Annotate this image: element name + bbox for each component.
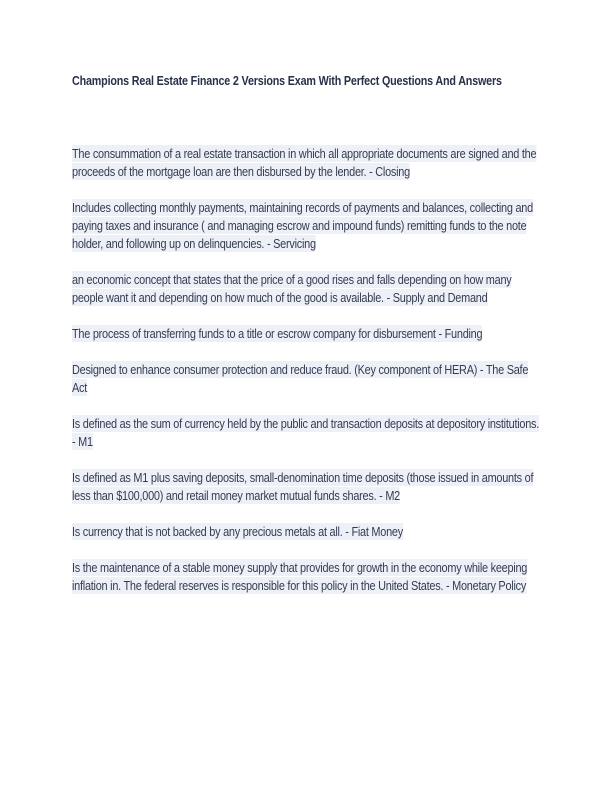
qa-entry	[72, 325, 542, 343]
qa-entry-text: The process of transferring funds to a title or escrow company for disbursement - Funding	[72, 326, 483, 341]
qa-entry-text: Includes collecting monthly payments, maintaining records of payments and balances, collecting and paying taxes and insurance ( and managing escrow and impound funds) remitting funds to the note holder, and following up on delinquencies. - Servicing	[72, 200, 533, 251]
qa-entry	[72, 199, 542, 253]
document-title: Champions Real Estate Finance 2 Versions Exam With Perfect Questions And Answers	[72, 74, 502, 88]
qa-entry	[72, 361, 542, 397]
qa-entry-text: Is defined as M1 plus saving deposits, small-denomination time deposits (those issued in amounts of less than $100,000) and retail money market mutual funds shares. - M2	[72, 470, 534, 503]
qa-entry-text: Designed to enhance consumer protection and reduce fraud. (Key component of HERA) - The Safe Act	[72, 362, 529, 395]
qa-entry	[72, 415, 542, 451]
qa-entry-text: an economic concept that states that the price of a good rises and falls depending on how many people want it and depending on how much of the good is available. - Supply and Demand	[72, 272, 512, 305]
qa-entry	[72, 469, 542, 505]
qa-entry	[72, 145, 542, 181]
qa-entry-text: Is defined as the sum of currency held by the public and transaction deposits at depository institutions. - M1	[72, 416, 540, 449]
qa-entry-text: Is currency that is not backed by any precious metals at all. - Fiat Money	[72, 524, 403, 539]
qa-entry	[72, 523, 542, 541]
qa-entry-text: Is the maintenance of a stable money supply that provides for growth in the economy while keeping inflation in. The federal reserves is responsible for this policy in the United States. - Monetary Policy	[72, 560, 528, 593]
qa-entry	[72, 271, 542, 307]
qa-entry-text: The consummation of a real estate transaction in which all appropriate documents are signed and the proceeds of the mortgage loan are then disbursed by the lender. - Closing	[72, 146, 537, 179]
qa-entry	[72, 559, 542, 595]
qa-list	[72, 145, 542, 613]
